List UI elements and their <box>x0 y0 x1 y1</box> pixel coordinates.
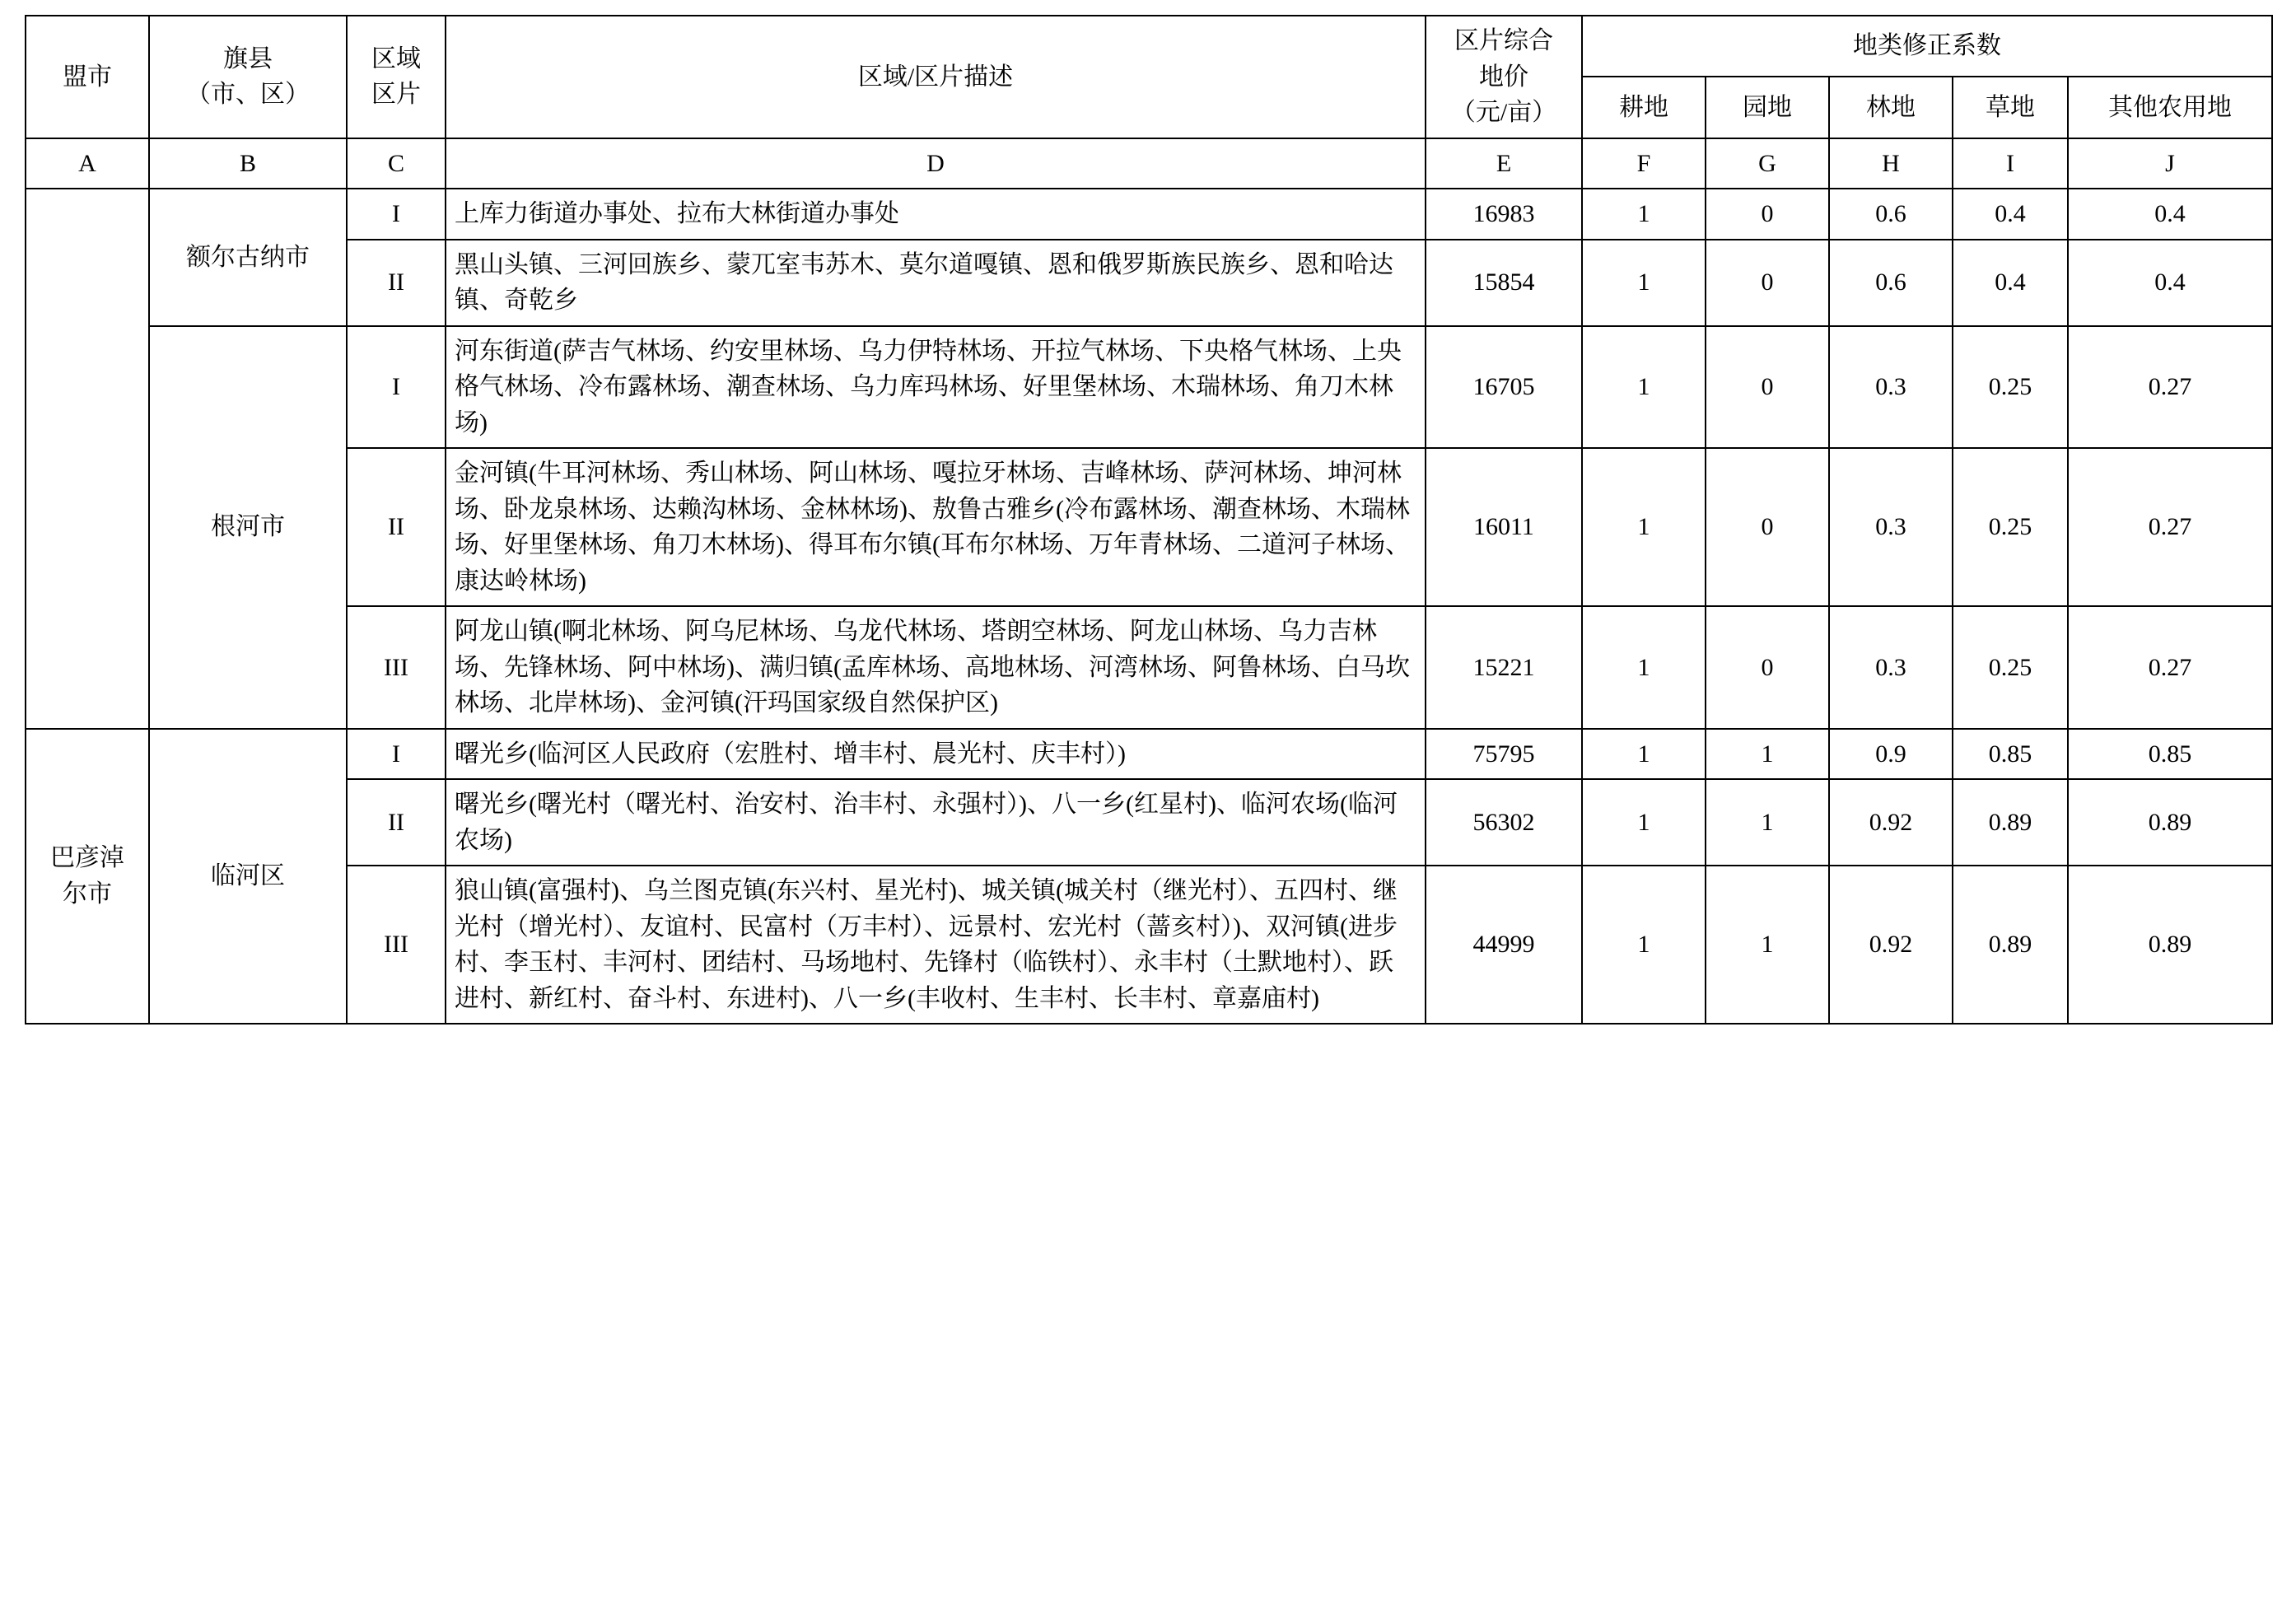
column-letter-c: C <box>347 138 446 189</box>
coef-orchard: 1 <box>1706 866 1829 1024</box>
header-price <box>1426 16 1582 138</box>
coef-forest: 0.3 <box>1829 326 1953 449</box>
zone-cell: II <box>347 779 446 866</box>
price-cell: 16705 <box>1426 326 1582 449</box>
column-letter-g: G <box>1706 138 1829 189</box>
table-row <box>26 606 2272 729</box>
header-orchard: 园地 <box>1706 77 1829 138</box>
coef-farmland: 1 <box>1582 326 1706 449</box>
description-cell: 阿龙山镇(啊北林场、阿乌尼林场、乌龙代林场、塔朗空林场、阿龙山林场、乌力吉林场、先锋林场、阿中林场)、满归镇(孟库林场、高地林场、河湾林场、阿鲁林场、白马坎林场、北岸林场)、金河镇(汗玛国家级自然保护区) <box>446 606 1426 729</box>
coef-orchard: 0 <box>1706 606 1829 729</box>
city-cell-line2: 尔市 <box>63 880 112 908</box>
header-description: 区域/区片描述 <box>446 16 1426 138</box>
price-cell: 16011 <box>1426 448 1582 606</box>
column-letter-a: A <box>26 138 149 189</box>
header-grassland: 草地 <box>1953 77 2068 138</box>
table-row <box>26 189 2272 240</box>
zone-cell: II <box>347 448 446 606</box>
zone-cell: I <box>347 189 446 240</box>
column-letter-h: H <box>1829 138 1953 189</box>
table-header-row-1 <box>26 16 2272 77</box>
description-cell: 上库力街道办事处、拉布大林街道办事处 <box>446 189 1426 240</box>
coef-grassland: 0.4 <box>1953 189 2068 240</box>
description-cell: 河东街道(萨吉气林场、约安里林场、乌力伊特林场、开拉气林场、下央格气林场、上央格气林场、冷布露林场、潮查林场、乌力库玛林场、好里堡林场、木瑞林场、角刀木林场) <box>446 326 1426 449</box>
description-cell: 狼山镇(富强村)、乌兰图克镇(东兴村、星光村)、城关镇(城关村（继光村）、五四村、继光村（增光村）、友谊村、民富村（万丰村）、远景村、宏光村（蔷亥村）)、双河镇(进步村、李玉村、丰河村、团结村、马场地村、先锋村（临铁村）、永丰村（土默地村）、跃进村、新红村、奋斗村、东进村)、八一乡(丰收村、生丰村、长丰村、章嘉庙村) <box>446 866 1426 1024</box>
coef-grassland: 0.25 <box>1953 606 2068 729</box>
column-letter-e: E <box>1426 138 1582 189</box>
header-city: 盟市 <box>26 16 149 138</box>
city-cell <box>26 189 149 729</box>
zone-cell: III <box>347 866 446 1024</box>
county-cell: 根河市 <box>149 326 347 729</box>
header-county-line1: 旗县 <box>223 44 273 72</box>
coef-other: 0.89 <box>2068 779 2272 866</box>
coef-other: 0.4 <box>2068 189 2272 240</box>
header-zone-line2: 区片 <box>371 81 421 109</box>
header-other-agricultural: 其他农用地 <box>2068 77 2272 138</box>
zone-cell: III <box>347 606 446 729</box>
price-cell: 15854 <box>1426 240 1582 326</box>
column-letter-d: D <box>446 138 1426 189</box>
price-cell: 56302 <box>1426 779 1582 866</box>
table-row <box>26 729 2272 780</box>
header-zone-line1: 区域 <box>371 44 421 72</box>
coef-forest: 0.3 <box>1829 448 1953 606</box>
coef-grassland: 0.25 <box>1953 448 2068 606</box>
coef-other: 0.27 <box>2068 326 2272 449</box>
county-cell: 临河区 <box>149 729 347 1025</box>
coef-forest: 0.6 <box>1829 240 1953 326</box>
zone-cell: II <box>347 240 446 326</box>
description-cell: 曙光乡(曙光村（曙光村、治安村、治丰村、永强村）)、八一乡(红星村)、临河农场(临河农场) <box>446 779 1426 866</box>
table-row <box>26 448 2272 606</box>
zone-cell: I <box>347 729 446 780</box>
coef-other: 0.4 <box>2068 240 2272 326</box>
coef-other: 0.85 <box>2068 729 2272 780</box>
coef-orchard: 1 <box>1706 779 1829 866</box>
column-letter-i: I <box>1953 138 2068 189</box>
price-cell: 16983 <box>1426 189 1582 240</box>
price-cell: 44999 <box>1426 866 1582 1024</box>
city-cell <box>26 729 149 1025</box>
city-cell-line1: 巴彦淖 <box>50 844 124 872</box>
coef-orchard: 0 <box>1706 326 1829 449</box>
table-row <box>26 326 2272 449</box>
coef-forest: 0.92 <box>1829 866 1953 1024</box>
coef-orchard: 0 <box>1706 448 1829 606</box>
table-row <box>26 779 2272 866</box>
coef-grassland: 0.89 <box>1953 866 2068 1024</box>
header-forest: 林地 <box>1829 77 1953 138</box>
county-cell: 额尔古纳市 <box>149 189 347 326</box>
header-coefficient-group: 地类修正系数 <box>1582 16 2272 77</box>
coef-forest: 0.3 <box>1829 606 1953 729</box>
header-county <box>149 16 347 138</box>
coef-grassland: 0.25 <box>1953 326 2068 449</box>
description-cell: 金河镇(牛耳河林场、秀山林场、阿山林场、嘎拉牙林场、吉峰林场、萨河林场、坤河林场、卧龙泉林场、达赖沟林场、金林林场)、敖鲁古雅乡(冷布露林场、潮查林场、木瑞林场、好里堡林场、角刀木林场)、得耳布尔镇(耳布尔林场、万年青林场、二道河子林场、康达岭林场) <box>446 448 1426 606</box>
coef-other: 0.27 <box>2068 606 2272 729</box>
coef-farmland: 1 <box>1582 779 1706 866</box>
coef-forest: 0.6 <box>1829 189 1953 240</box>
table-row <box>26 240 2272 326</box>
coef-forest: 0.9 <box>1829 729 1953 780</box>
header-farmland: 耕地 <box>1582 77 1706 138</box>
header-price-line2: 地价 <box>1479 63 1528 91</box>
table-row <box>26 866 2272 1024</box>
coef-other: 0.27 <box>2068 448 2272 606</box>
coef-farmland: 1 <box>1582 189 1706 240</box>
coef-orchard: 1 <box>1706 729 1829 780</box>
coef-farmland: 1 <box>1582 448 1706 606</box>
coef-farmland: 1 <box>1582 866 1706 1024</box>
coef-farmland: 1 <box>1582 240 1706 326</box>
column-letter-j: J <box>2068 138 2272 189</box>
column-letter-f: F <box>1582 138 1706 189</box>
description-cell: 黑山头镇、三河回族乡、蒙兀室韦苏木、莫尔道嘎镇、恩和俄罗斯族民族乡、恩和哈达镇、奇乾乡 <box>446 240 1426 326</box>
price-cell: 75795 <box>1426 729 1582 780</box>
coef-forest: 0.92 <box>1829 779 1953 866</box>
coef-orchard: 0 <box>1706 240 1829 326</box>
header-price-line1: 区片综合 <box>1454 27 1553 54</box>
price-cell: 15221 <box>1426 606 1582 729</box>
coef-grassland: 0.85 <box>1953 729 2068 780</box>
column-letter-row <box>26 138 2272 189</box>
coef-farmland: 1 <box>1582 606 1706 729</box>
column-letter-b: B <box>149 138 347 189</box>
header-price-line3: （元/亩） <box>1450 99 1557 126</box>
coef-farmland: 1 <box>1582 729 1706 780</box>
header-zone <box>347 16 446 138</box>
zone-cell: I <box>347 326 446 449</box>
coef-grassland: 0.4 <box>1953 240 2068 326</box>
coef-other: 0.89 <box>2068 866 2272 1024</box>
header-county-line2: （市、区） <box>186 81 310 109</box>
land-price-table <box>25 15 2273 1025</box>
coef-orchard: 0 <box>1706 189 1829 240</box>
description-cell: 曙光乡(临河区人民政府（宏胜村、增丰村、晨光村、庆丰村）) <box>446 729 1426 780</box>
coef-grassland: 0.89 <box>1953 779 2068 866</box>
